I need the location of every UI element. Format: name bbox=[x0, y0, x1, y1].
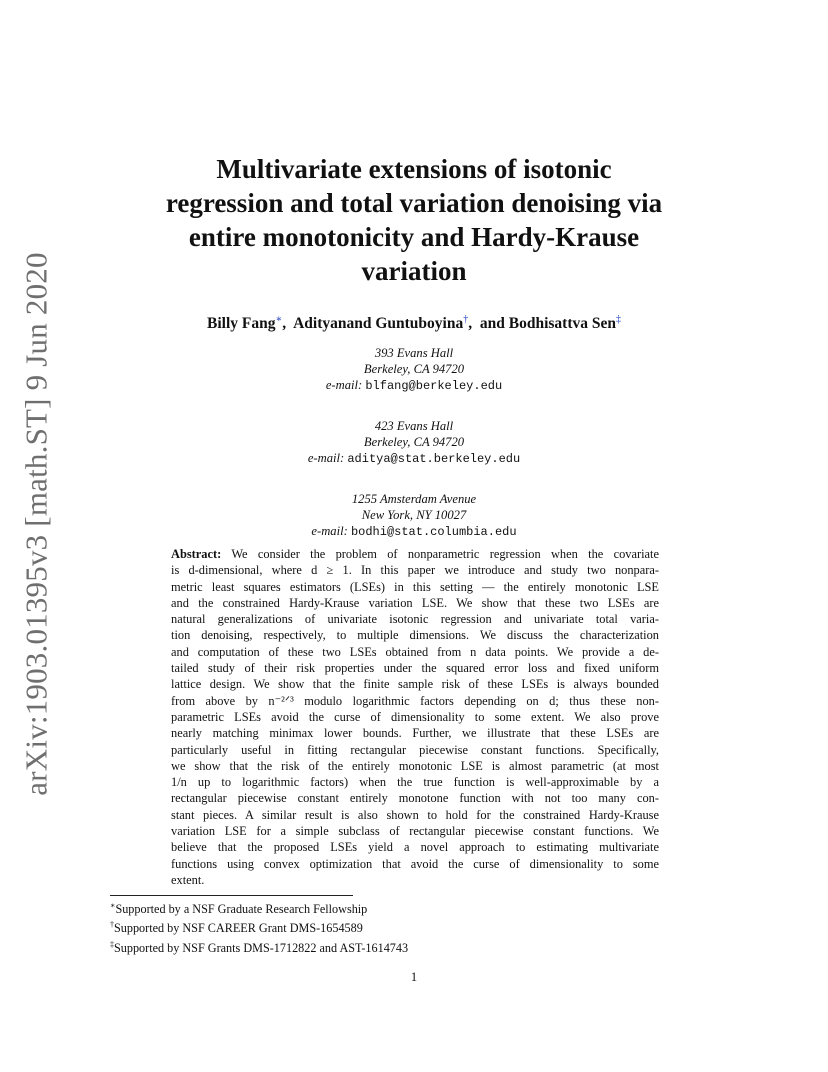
address-line: 423 Evans Hall bbox=[374, 419, 454, 433]
title-line: entire monotonicity and Hardy-Krause bbox=[188, 222, 640, 252]
address-line: Berkeley, CA 94720 bbox=[363, 435, 465, 449]
arxiv-sidebar bbox=[14, 252, 60, 796]
footnote-link[interactable]: ‡ bbox=[615, 314, 621, 325]
title-line: regression and total variation denoising via bbox=[165, 188, 663, 218]
abstract-line bbox=[171, 839, 659, 855]
abstract-text: We consider the problem of nonparametric regression when the covariate bbox=[221, 547, 659, 561]
abstract-text: extent. bbox=[171, 872, 205, 887]
abstract-line bbox=[171, 562, 659, 578]
abstract-text: is d-dimensional, where d ≥ 1. In this paper we introduce and study two nonpara- bbox=[171, 563, 659, 578]
author-list bbox=[104, 310, 724, 334]
address-line: Berkeley, CA 94720 bbox=[363, 362, 465, 376]
abstract-text: lattice design. We show that the finite sample risk of these LSEs is always bounded bbox=[171, 677, 659, 692]
footnote-link[interactable]: † bbox=[463, 314, 469, 325]
abstract-text: believe that the proposed LSEs yield a novel approach to estimating multivariate bbox=[171, 840, 659, 855]
address-line: New York, NY 10027 bbox=[361, 508, 467, 522]
abstract-text: from above by n⁻²ᐟ³ modulo logarithmic factors depending on d; thus these non- bbox=[171, 693, 659, 708]
abstract-line bbox=[171, 725, 659, 741]
abstract-text: and computation of these two LSEs obtained from n data points. We provide a de- bbox=[171, 644, 659, 659]
abstract-line bbox=[171, 807, 659, 823]
abstract-text: and the constrained Hardy-Krause variation LSE. We show that these two LSEs are bbox=[171, 595, 659, 610]
abstract-text: tailed study of their risk properties under the squared error loss and fixed uniform bbox=[171, 661, 659, 676]
abstract-line bbox=[171, 774, 659, 790]
abstract-line bbox=[171, 758, 659, 774]
address-block bbox=[214, 345, 614, 394]
abstract-line bbox=[171, 742, 659, 758]
abstract-text: rectangular piecewise constant entirely monotone function with not too many con- bbox=[171, 791, 659, 806]
footnote-mark: ‡ bbox=[110, 939, 114, 949]
abstract-text: 1/n up to logarithmic factors) when the true function is well-approximable by a bbox=[171, 775, 659, 790]
abstract-line bbox=[171, 579, 659, 595]
arxiv-identifier: arXiv:1903.01395v3 [math.ST] 9 Jun 2020 bbox=[19, 252, 54, 796]
abstract-text: particularly useful in fitting rectangular piecewise constant functions. Specifically, bbox=[171, 742, 659, 757]
address-block bbox=[214, 491, 614, 540]
footnote bbox=[110, 937, 610, 956]
abstract-text: stant pieces. A similar result is also shown to hold for the constrained Hardy-Krause bbox=[171, 807, 659, 822]
footnote-rule bbox=[110, 895, 353, 896]
abstract-line bbox=[171, 611, 659, 627]
abstract-line bbox=[171, 644, 659, 660]
page-number: 1 bbox=[410, 970, 418, 984]
author-separator: , and bbox=[468, 315, 509, 333]
abstract-line bbox=[171, 856, 659, 872]
footnote-mark: ∗ bbox=[110, 901, 116, 910]
abstract-line bbox=[171, 660, 659, 676]
footnote-link[interactable]: ∗ bbox=[275, 314, 283, 325]
title-line: Multivariate extensions of isotonic bbox=[216, 154, 612, 184]
abstract-text: parametric LSEs avoid the curse of dimensionality to some extent. We also prove bbox=[171, 709, 659, 724]
author-separator: , bbox=[282, 315, 294, 333]
abstract-text: nearly matching minimax lower bounds. Further, we illustrate that these LSEs are bbox=[171, 726, 659, 741]
address-block bbox=[214, 418, 614, 467]
abstract-line bbox=[171, 790, 659, 806]
abstract-text: tion denoising, respectively, to multiple dimensions. We discuss the characterization bbox=[171, 628, 659, 643]
email-address[interactable]: blfang@berkeley.edu bbox=[365, 379, 503, 393]
footnote-text: Supported by NSF Grants DMS-1712822 and AST-1614743 bbox=[114, 940, 409, 955]
abstract-line bbox=[171, 627, 659, 643]
abstract-text: natural generalizations of univariate isotonic regression and univariate total varia- bbox=[171, 612, 659, 627]
author-name: Bodhisattva Sen bbox=[508, 315, 616, 333]
abstract-text: functions using convex optimization that avoid the curse of dimensionality to some bbox=[171, 856, 659, 871]
footnote-text: Supported by a NSF Graduate Research Fellowship bbox=[115, 902, 368, 917]
footnote bbox=[110, 917, 610, 936]
abstract-line bbox=[171, 595, 659, 611]
abstract-line bbox=[171, 872, 659, 888]
email-label: e-mail: bbox=[311, 524, 348, 538]
abstract-line bbox=[171, 709, 659, 725]
abstract-line bbox=[171, 676, 659, 692]
address-line: 393 Evans Hall bbox=[374, 346, 454, 360]
paper-title bbox=[104, 152, 724, 288]
footnote-text: Supported by NSF CAREER Grant DMS-1654589 bbox=[114, 921, 363, 936]
abstract-label: Abstract: bbox=[171, 547, 222, 561]
author-name: Adityanand Guntuboyina bbox=[293, 315, 464, 333]
abstract-line bbox=[171, 823, 659, 839]
email-address[interactable]: aditya@stat.berkeley.edu bbox=[347, 452, 521, 466]
title-line: variation bbox=[361, 256, 467, 286]
footnotes bbox=[110, 898, 610, 956]
footnote-mark: † bbox=[110, 920, 114, 930]
abstract-text: metric least squares estimators (LSEs) in this setting — the entirely monotonic LSE bbox=[171, 579, 659, 594]
abstract-text: we show that the risk of the entirely monotonic LSE is almost parametric (at most bbox=[171, 758, 659, 773]
abstract-line bbox=[171, 546, 659, 562]
abstract bbox=[171, 546, 659, 888]
abstract-line bbox=[171, 693, 659, 709]
email-address[interactable]: bodhi@stat.columbia.edu bbox=[350, 525, 517, 539]
email-label: e-mail: bbox=[307, 451, 345, 465]
footnote bbox=[110, 898, 610, 917]
author-name: Billy Fang bbox=[207, 315, 276, 333]
address-line: 1255 Amsterdam Avenue bbox=[351, 492, 477, 506]
email-label: e-mail: bbox=[325, 378, 363, 392]
abstract-text: variation LSE for a simple subclass of rectangular piecewise constant functions. We bbox=[171, 824, 659, 839]
